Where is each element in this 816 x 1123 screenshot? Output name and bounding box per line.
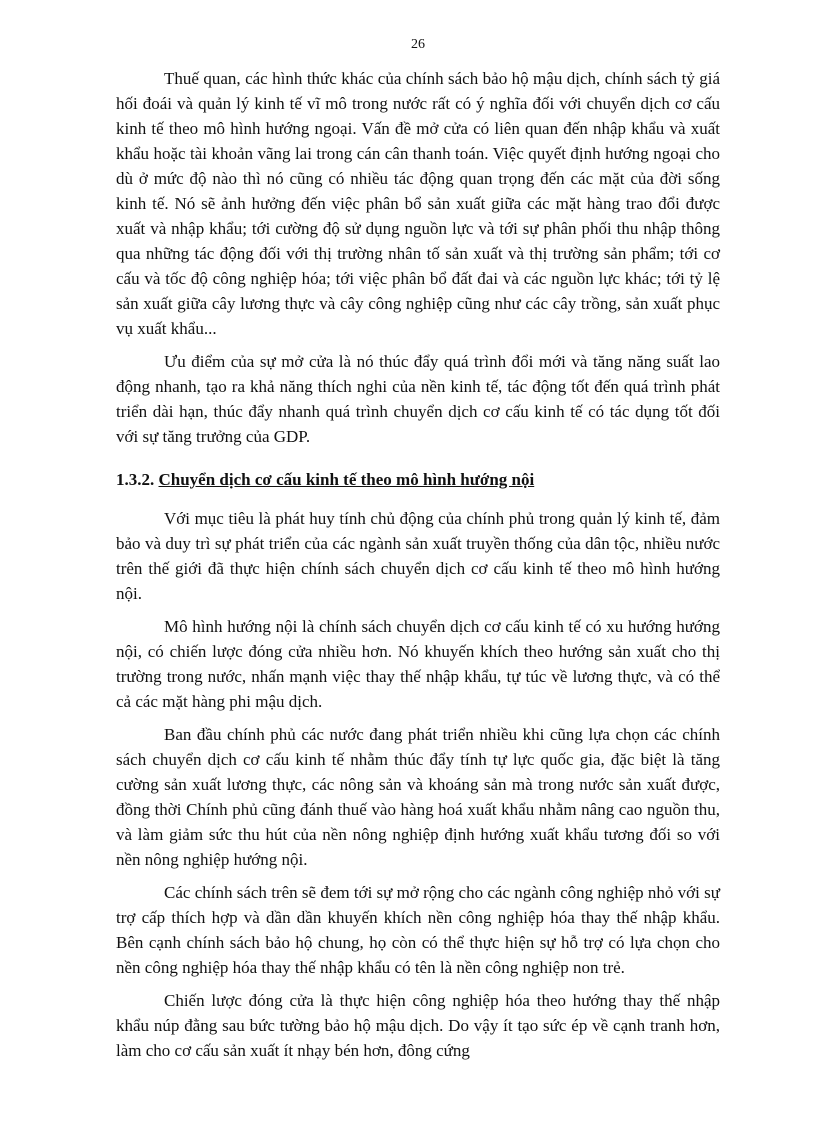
paragraph-import-substitution: Các chính sách trên sẽ đem tới sự mở rộng cho các ngành công nghiệp nhỏ với sự trợ cấp thích hợp và dần dần khuyến khích nền công nghiệp hóa thay thế nhập khẩu. Bên cạnh chính sách bảo hộ chung, họ còn có thể thực hiện sự hỗ trợ có lựa chọn cho nền công nghiệp hóa thay thế nhập khẩu có tên là nền công nghiệp non trẻ. bbox=[116, 883, 720, 977]
paragraph-closed-strategy: Chiến lược đóng cửa là thực hiện công nghiệp hóa theo hướng thay thế nhập khẩu núp đằng sau bức tường bảo hộ mậu dịch. Do vậy ít tạo sức ép về cạnh tranh hơn, làm cho cơ cấu sản xuất ít nhạy bén hơn, đông cứng bbox=[116, 991, 720, 1060]
paragraph-inward-objective: Với mục tiêu là phát huy tính chủ động của chính phủ trong quản lý kinh tế, đảm bảo và duy trì sự phát triển của các ngành sản xuất truyền thống của dân tộc, nhiều nước trên thế giới đã thực hiện chính sách chuyển dịch cơ cấu kinh tế theo mô hình hướng nội. bbox=[116, 509, 720, 603]
page-number: 26 bbox=[411, 37, 425, 52]
section-number: 1.3.2. bbox=[116, 470, 155, 489]
paragraph-tariff-policy: Thuế quan, các hình thức khác của chính sách bảo hộ mậu dịch, chính sách tỷ giá hối đoái và quản lý kinh tế vĩ mô trong nước rất có ý nghĩa đối với chuyển dịch cơ cấu kinh tế theo mô hình hướng ngoại. Vấn đề mở cửa có liên quan đến nhập khẩu và xuất khẩu hoặc tài khoản vãng lai trong cán cân thanh toán. Việc quyết định hướng ngoại cho dù ở mức độ nào thì nó cũng có nhiều tác động quan trọng đến các mặt của đời sống kinh tế. Nó sẽ ảnh hưởng đến việc phân bổ sản xuất giữa các mặt hàng trao đổi được xuất và nhập khẩu; tới cường độ sử dụng nguồn lực và tới sự phân phối thu nhập thông qua những tác động đối với thị trường nhân tố sản xuất và thị trường sản phẩm; tới cơ cấu và tốc độ công nghiệp hóa; tới việc phân bổ đất đai và các nguồn lực khác; tới tỷ lệ sản xuất giữa cây lương thực và cây công nghiệp cũng như các cây trồng, sản xuất phục vụ xuất khẩu... bbox=[116, 69, 720, 338]
section-title: Chuyển dịch cơ cấu kinh tế theo mô hình hướng nội bbox=[158, 470, 535, 489]
section-heading bbox=[116, 467, 720, 492]
paragraph-inward-model: Mô hình hướng nội là chính sách chuyển dịch cơ cấu kinh tế có xu hướng hướng nội, có chiến lược đóng cửa nhiều hơn. Nó khuyến khích theo hướng sản xuất cho thị trường trong nước, nhấn mạnh việc thay thế nhập khẩu, tự túc về lương thực, và có thể cả các mặt hàng phi mậu dịch. bbox=[116, 617, 720, 711]
paragraph-developing-countries: Ban đầu chính phủ các nước đang phát triển nhiều khi cũng lựa chọn các chính sách chuyển dịch cơ cấu kinh tế nhằm thúc đẩy tính tự lực quốc gia, đặc biệt là tăng cường sản xuất lương thực, các nông sản và khoáng sản mà trong nước sản xuất được, đồng thời Chính phủ cũng đánh thuế vào hàng hoá xuất khẩu nhằm nâng cao nguồn thu, và làm giảm sức thu hút của nền nông nghiệp định hướng xuất khẩu tương đối so với nền nông nghiệp hướng nội. bbox=[116, 725, 720, 869]
paragraph-openness-advantages: Ưu điểm của sự mở cửa là nó thúc đẩy quá trình đổi mới và tăng năng suất lao động nhanh, tạo ra khả năng thích nghi của nền kinh tế, tác động tốt đến quá trình phát triển dài hạn, thúc đẩy nhanh quá trình chuyển dịch cơ cấu kinh tế có tác dụng tốt đối với sự tăng trưởng của GDP. bbox=[116, 352, 720, 446]
